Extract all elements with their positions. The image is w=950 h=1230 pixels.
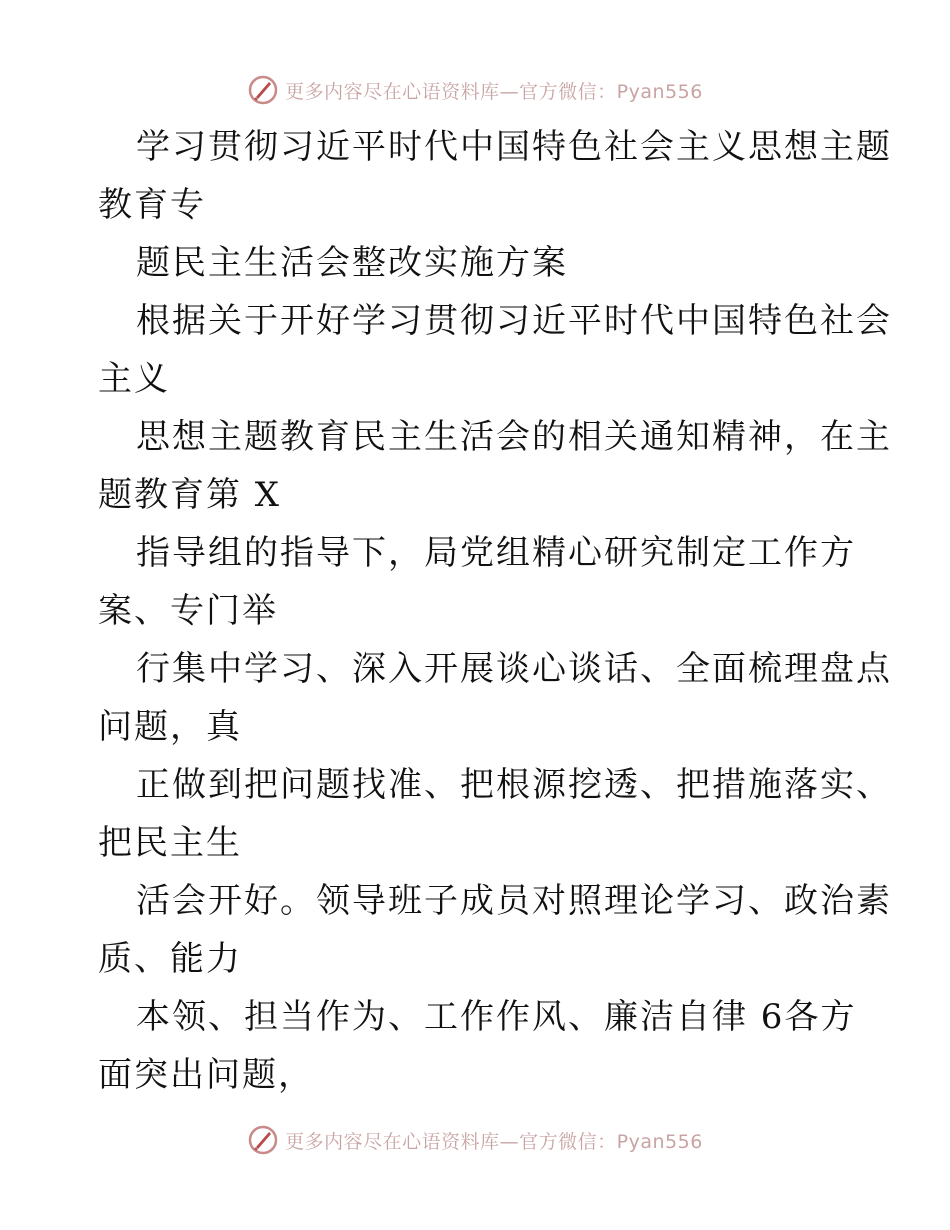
text-line: 主义 bbox=[98, 359, 170, 399]
text-line: 教育专 bbox=[98, 185, 206, 225]
quill-logo-icon bbox=[247, 1124, 279, 1156]
text-line: 本领、担当作为、工作作风、廉洁自律 6各方 bbox=[136, 997, 857, 1037]
watermark-footer bbox=[0, 1122, 950, 1158]
watermark-text: 更多内容尽在心语资料库—官方微信：Pyan556 bbox=[285, 80, 703, 103]
text-line: 把民主生 bbox=[98, 823, 242, 863]
watermark-text: 更多内容尽在心语资料库—官方微信：Pyan556 bbox=[285, 1130, 703, 1153]
text-line: 案、专门举 bbox=[98, 591, 278, 631]
text-line: 题民主生活会整改实施方案 bbox=[136, 243, 568, 283]
text-line: 面突出问题， bbox=[98, 1055, 314, 1095]
text-line: 问题，真 bbox=[98, 707, 242, 747]
text-line: 行集中学习、深入开展谈心谈话、全面梳理盘点 bbox=[136, 649, 892, 689]
text-line: 学习贯彻习近平时代中国特色社会主义思想主题 bbox=[136, 127, 892, 167]
text-line: 题教育第 X bbox=[98, 475, 282, 515]
text-line: 思想主题教育民主生活会的相关通知精神，在主 bbox=[136, 417, 892, 457]
text-line: 根据关于开好学习贯彻习近平时代中国特色社会 bbox=[136, 301, 892, 341]
quill-logo-icon bbox=[247, 74, 279, 106]
document-body bbox=[98, 118, 892, 1104]
text-line: 活会开好。领导班子成员对照理论学习、政治素 bbox=[136, 881, 892, 921]
text-line: 指导组的指导下，局党组精心研究制定工作方 bbox=[136, 533, 856, 573]
text-line: 质、能力 bbox=[98, 939, 242, 979]
text-line: 正做到把问题找准、把根源挖透、把措施落实、 bbox=[136, 765, 892, 805]
watermark-header bbox=[0, 72, 950, 108]
